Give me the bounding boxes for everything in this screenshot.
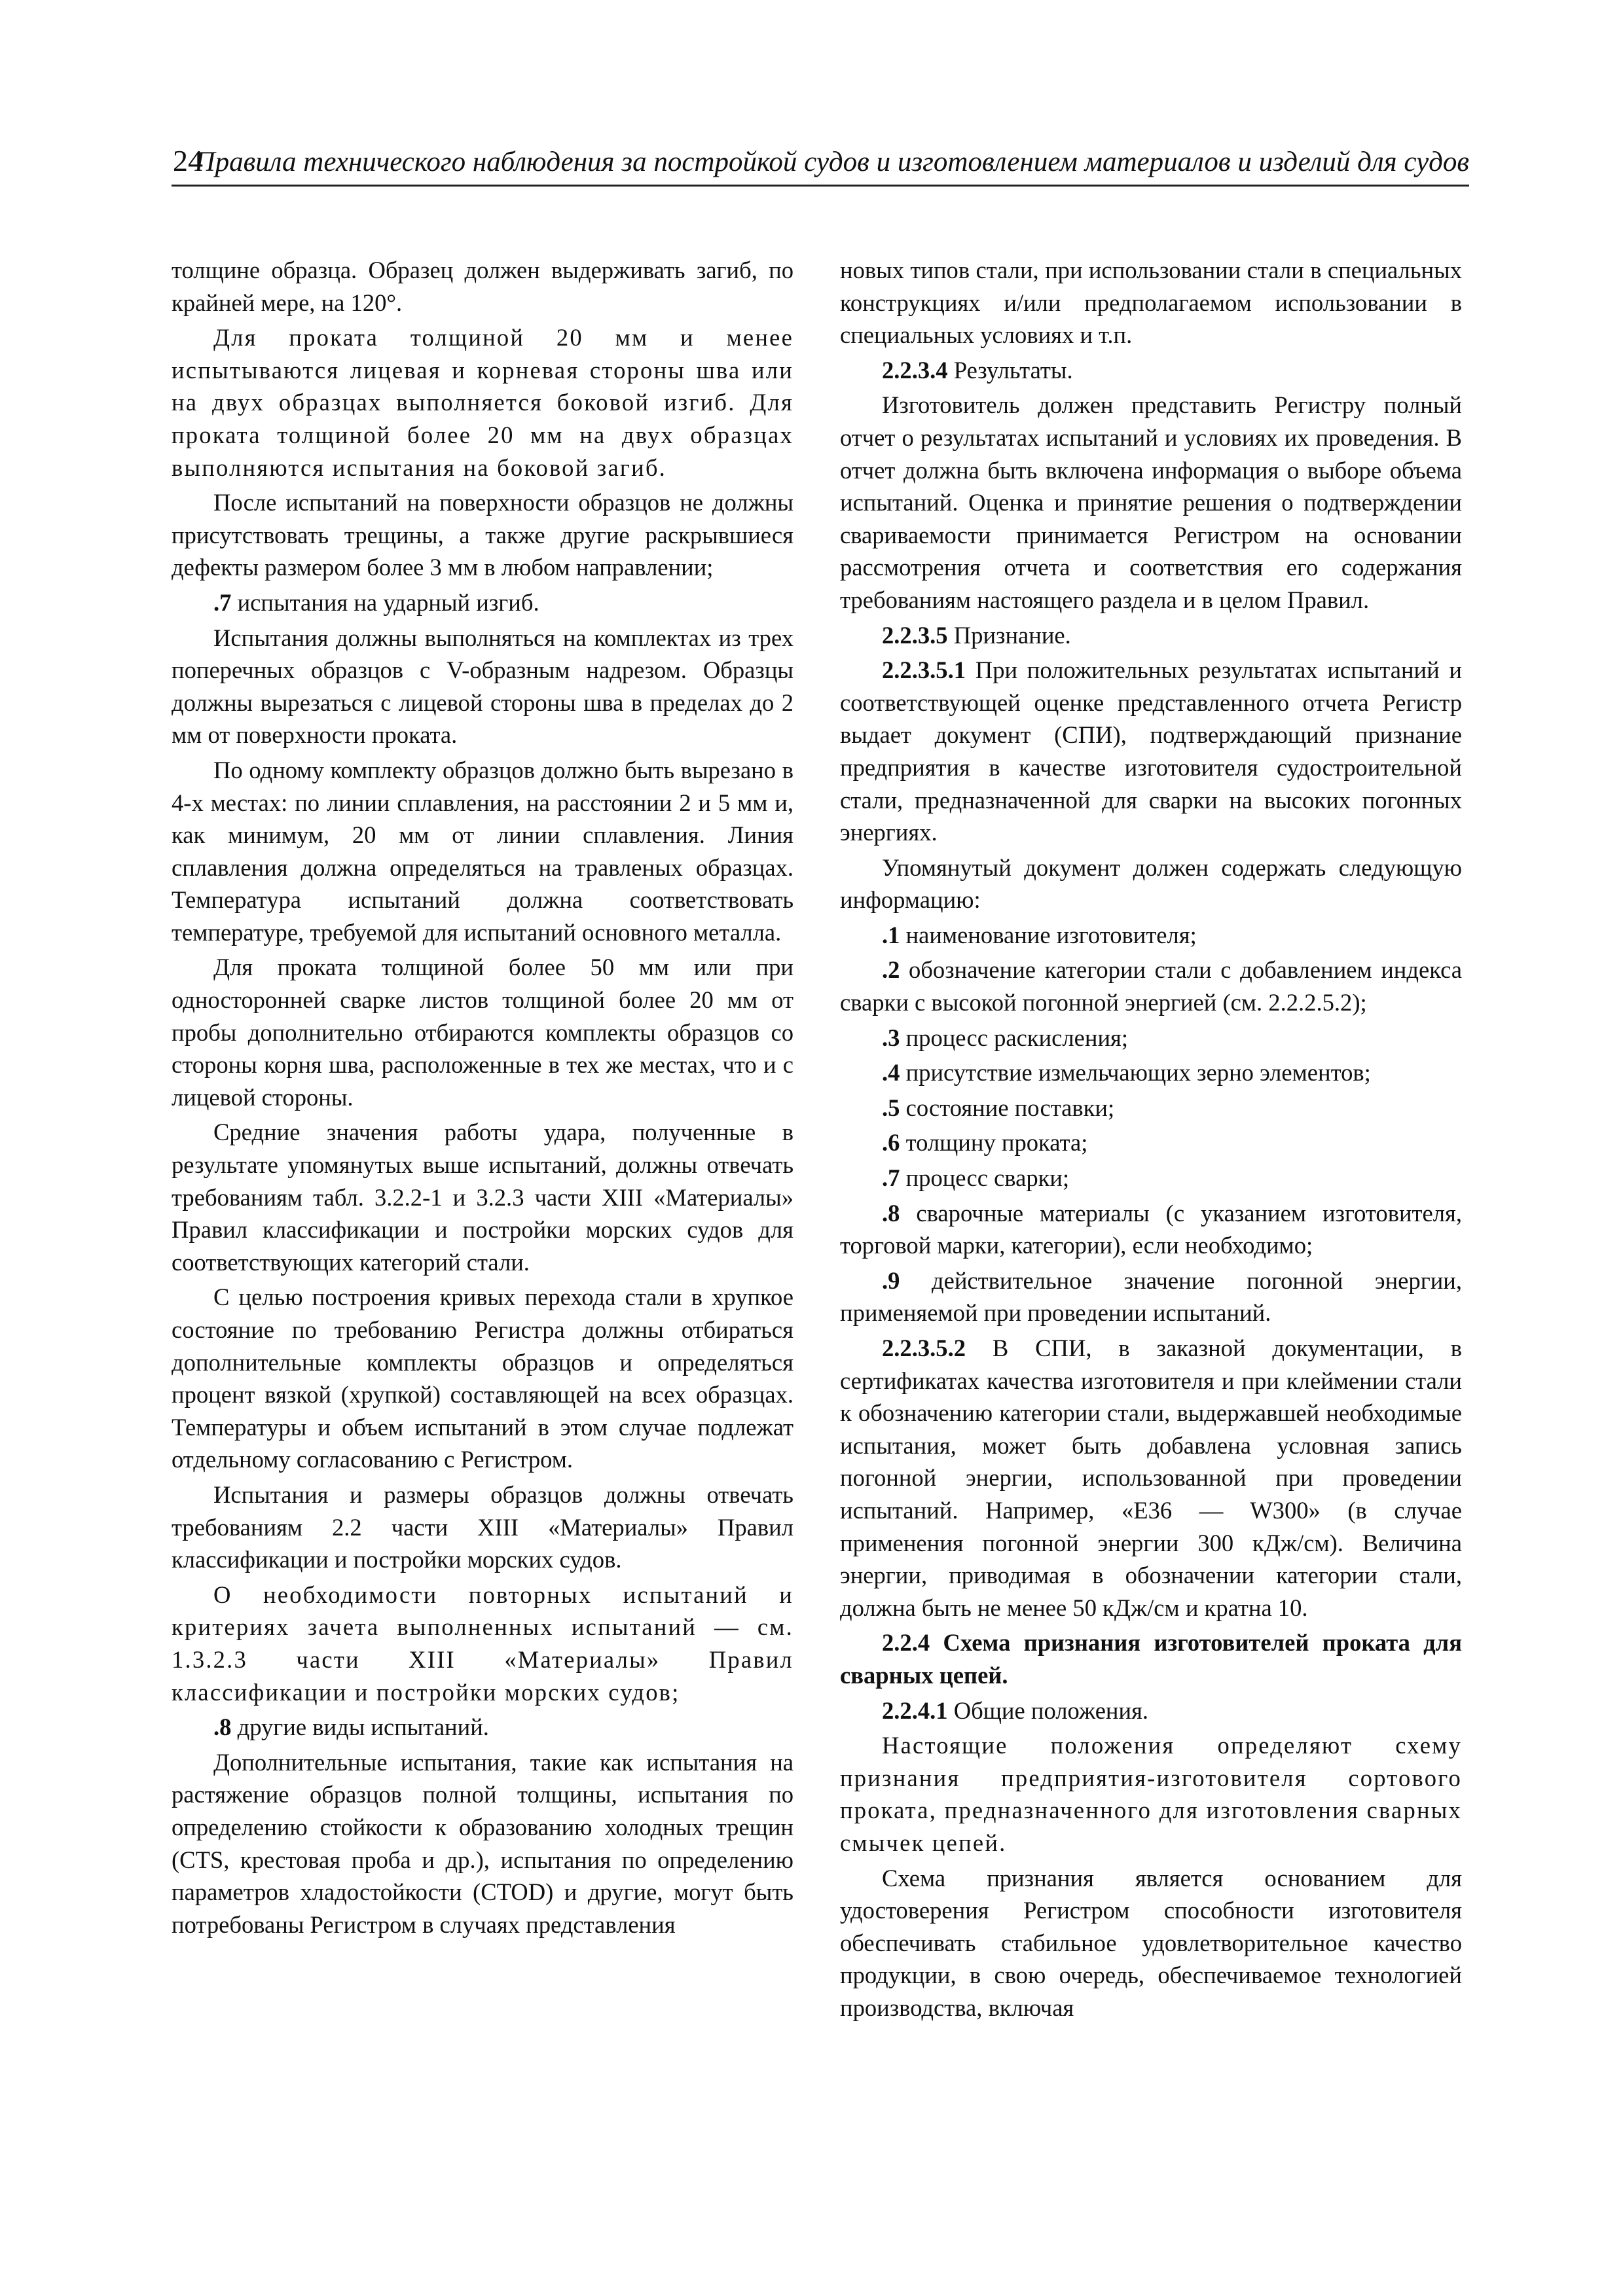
paragraph: толщине образца. Образец должен выдерживать загиб, по крайней мере, на 120°. (172, 257, 793, 316)
item-number: .7 (213, 588, 232, 616)
page-number: 24 (173, 144, 203, 177)
item-number: .4 (882, 1059, 900, 1086)
item-number: .3 (882, 1024, 900, 1051)
list-item: .7 испытания на ударный изгиб. (213, 588, 539, 616)
paragraph: Для проката толщиной более 50 мм или при односторонней сварке листов толщиной более 20 мм от пробы дополнительно отбираются комплекты образцов со стороны корня шва, расположенные в тех же местах, что и с лицевой стороны. (172, 954, 793, 1111)
list-item: .9 действительное значение погонной энергии, применяемой при проведении испытаний. (840, 1266, 1462, 1327)
left-column (172, 254, 793, 1943)
list-item: .5 состояние поставки; (882, 1094, 1115, 1121)
right-column (840, 254, 1462, 2026)
list-item: .8 другие виды испытаний. (213, 1713, 489, 1741)
paragraph: По одному комплекту образцов должно быть вырезано в 4-х местах: по линии сплавления, на расстоянии 2 и 5 мм и, как минимум, 20 мм от линии сплавления. Линия сплавления должна определяться на травленых образцах. Температура испытаний должна соответствовать температуре, требуемой для испытаний основного металла. (172, 756, 793, 946)
list-item: .3 процесс раскисления; (882, 1024, 1129, 1051)
section-number: 2.2.3.4 (882, 356, 948, 384)
list-item: .2 обозначение категории стали с добавлением индекса сварки с высокой погонной энергией (см. 2.2.2.5.2); (840, 956, 1462, 1016)
paragraph: После испытаний на поверхности образцов не должны присутствовать трещины, а также другие раскрывшиеся дефекты размером более 3 мм в любом направлении; (172, 489, 793, 581)
item-number: .7 (882, 1164, 900, 1192)
paragraph: О необходимости повторных испытаний и критериях зачета выполненных испытаний — см. 1.3.2.3 части XIII «Материалы» Правил классификации и постройки морских судов; (172, 1581, 793, 1706)
item-number: .9 (882, 1266, 900, 1294)
item-number: .8 (213, 1713, 232, 1741)
paragraph: Упомянутый документ должен содержать следующую информацию: (840, 853, 1462, 914)
item-number: .6 (882, 1129, 900, 1157)
item-number: .1 (882, 921, 900, 948)
paragraph: 2.2.3.5.2 В СПИ, в заказной документации, в сертификатах качества изготовителя и при клеймении стали к обозначению категории стали, выдержавшей необходимые испытания, может быть добавлена условная запись погонной энергии, использованной при проведении испытаний. Например, «E36 — W300» (в случае применения погонной энергии 300 кДж/см). Величина энергии, приводимая в обозначении категории стали, должна быть не менее 50 кДж/см и кратна 10. (840, 1335, 1462, 1621)
section-number: 2.2.3.5.1 (882, 656, 966, 684)
section-heading: 2.2.3.5 Признание. (882, 621, 1071, 649)
running-header (172, 143, 1469, 187)
paragraph: 2.2.3.5.1 При положительных результатах испытаний и соответствующей оценке представленного отчета Регистр выдает документ (СПИ), подтверждающий признание предприятия в качестве изготовителя судостроительной стали, предназначенной для сварки на высоких погонных энергиях. (840, 656, 1462, 846)
section-heading: 2.2.4 Схема признания изготовителей проката для сварных цепей. (840, 1629, 1462, 1689)
item-number: .8 (882, 1199, 900, 1227)
list-item: .4 присутствие измельчающих зерно элементов; (882, 1059, 1371, 1086)
paragraph: Испытания должны выполняться на комплектах из трех поперечных образцов с V-образным надрезом. Образцы должны вырезаться с лицевой стороны шва в пределах до 2 мм от поверхности проката. (172, 624, 793, 749)
paragraph: Испытания и размеры образцов должны отвечать требованиям 2.2 части XIII «Материалы» Правил классификации и постройки морских судов. (172, 1480, 793, 1573)
paragraph: С целью построения кривых перехода стали в хрупкое состояние по требованию Регистра должны отбираться дополнительные комплекты образцов и определяться процент вязкой (хрупкой) составляющей на всех образцах. Температуры и объем испытаний в этом случае подлежат отдельному согласованию с Регистром. (172, 1283, 793, 1473)
item-number: .5 (882, 1094, 900, 1121)
list-item: .7 процесс сварки; (882, 1164, 1070, 1192)
paragraph: новых типов стали, при использовании стали в специальных конструкциях и/или предполагаемом использовании в специальных условиях и т.п. (840, 257, 1462, 349)
paragraph: Средние значения работы удара, полученные в результате упомянутых выше испытаний, должны отвечать требованиям табл. 3.2.2-1 и 3.2.3 части XIII «Материалы» Правил классификации и постройки морских судов для соответствующих категорий стали. (172, 1119, 793, 1276)
list-item: .6 толщину проката; (882, 1129, 1088, 1157)
list-item: .8 сварочные материалы (с указанием изготовителя, торговой марки, категории), если необходимо; (840, 1199, 1462, 1259)
paragraph: Дополнительные испытания, такие как испытания на растяжение образцов полной толщины, испытания по определению стойкости к образованию холодных трещин (CTS, крестовая проба и др.), испытания по определению параметров хладостойкости (CTOD) и другие, могут быть потребованы Регистром в случаях представления (172, 1748, 793, 1938)
section-number: 2.2.3.5.2 (882, 1335, 966, 1361)
section-heading: 2.2.3.4 Результаты. (882, 356, 1073, 384)
running-title: Правила технического наблюдения за постройкой судов и изготовлением материалов и изделий для судов (194, 147, 1469, 177)
paragraph: Настоящие положения определяют схему признания предприятия-изготовителя сортового проката, предназначенного для изготовления сварных смычек цепей. (840, 1732, 1462, 1856)
paragraph: Для проката толщиной 20 мм и менее испытываются лицевая и корневая стороны шва или на двух образцах выполняется боковой изгиб. Для проката толщиной более 20 мм на двух образцах выполняются испытания на боковой загиб. (172, 324, 793, 481)
section-number: 2.2.4.1 (882, 1696, 948, 1724)
section-heading: 2.2.4.1 Общие положения. (882, 1696, 1149, 1724)
paragraph: Схема признания является основанием для удостоверения Регистром способности изготовителя обеспечивать стабильное удовлетворительное качество продукции, в свою очередь, обеспечиваемое технологией производства, включая (840, 1864, 1462, 2021)
section-number: 2.2.3.5 (882, 621, 948, 649)
list-item: .1 наименование изготовителя; (882, 921, 1197, 948)
paragraph: Изготовитель должен представить Регистру полный отчет о результатах испытаний и условиях их проведения. В отчет должна быть включена информация о выборе объема испытаний. Оценка и принятие решения о подтверждении свариваемости принимается Регистром на основании рассмотрения отчета и соответствия его содержания требованиям настоящего раздела и в целом Правил. (840, 391, 1462, 613)
item-number: .2 (882, 956, 900, 984)
